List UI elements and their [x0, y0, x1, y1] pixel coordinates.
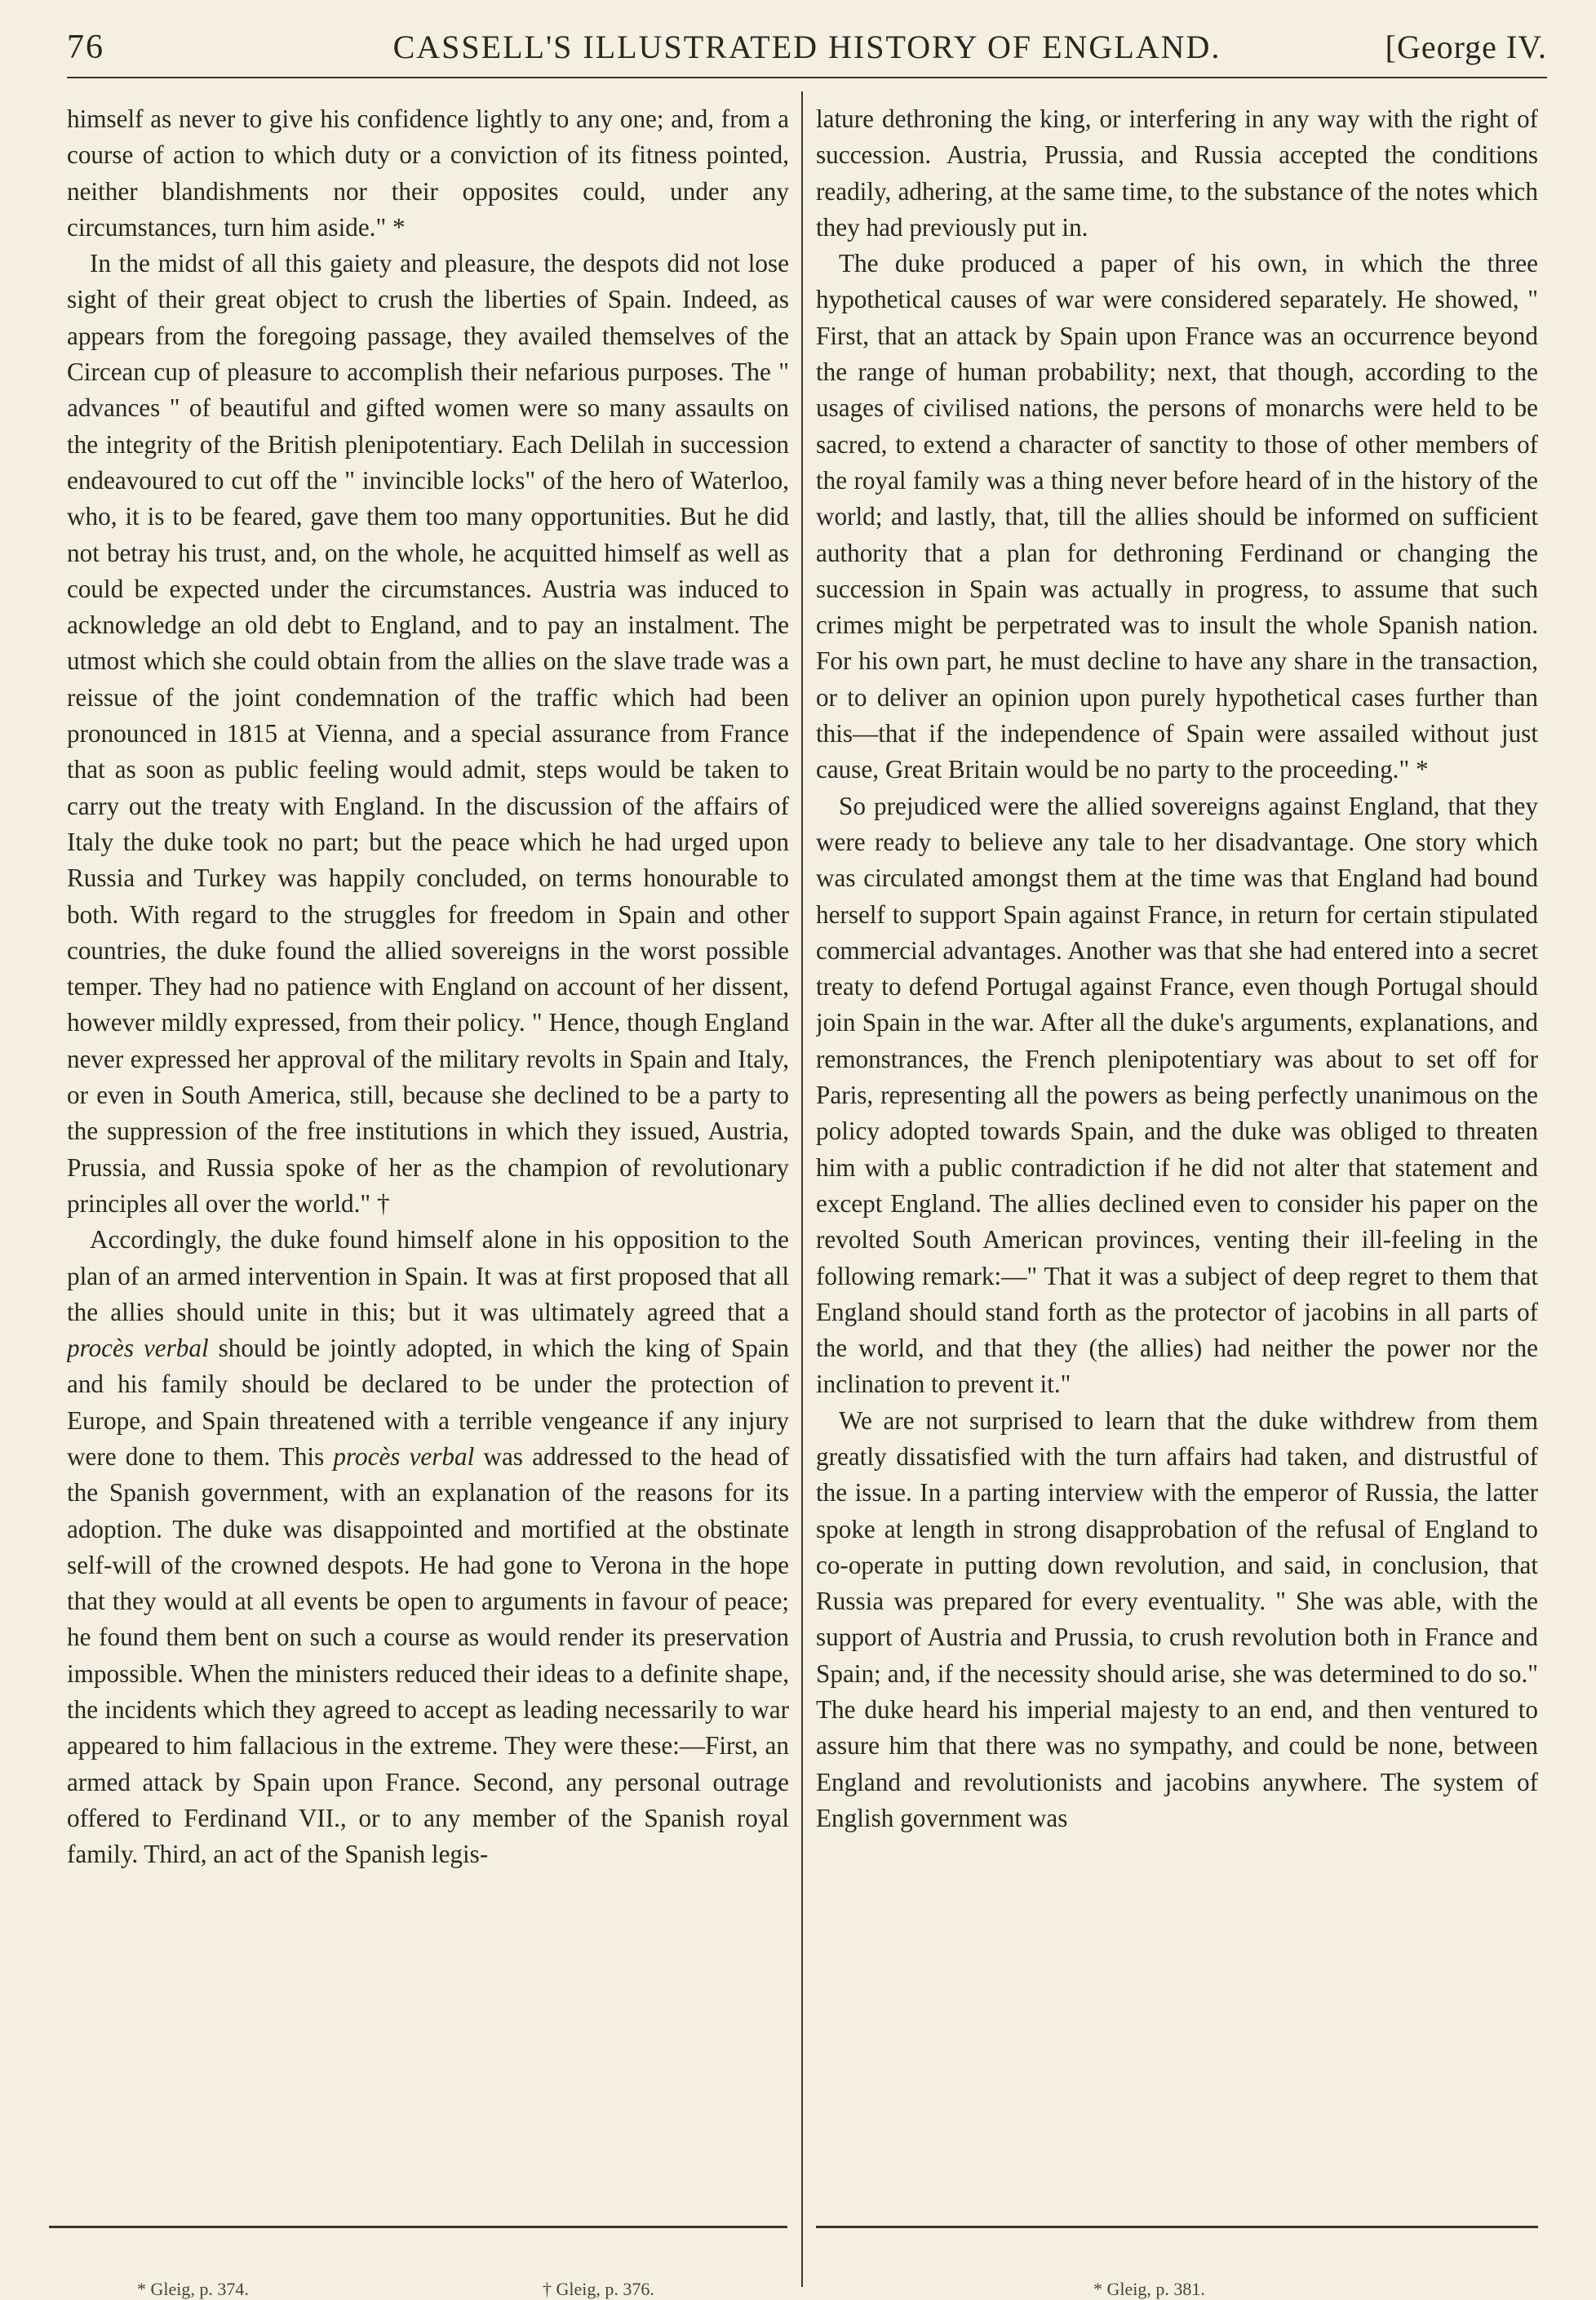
- page-header: [67, 28, 1547, 69]
- footnote: † Gleig, p. 376.: [543, 2279, 654, 2299]
- paragraph: [67, 1222, 789, 1872]
- footnote: * Gleig, p. 374.: [137, 2279, 249, 2299]
- left-column: [67, 101, 789, 2199]
- italic-term: procès verbal: [333, 1441, 475, 1471]
- right-column: [816, 101, 1538, 2199]
- reign-label: [George IV.: [1385, 29, 1547, 65]
- italic-term: procès verbal: [67, 1334, 209, 1363]
- footnote: * Gleig, p. 381.: [1093, 2279, 1205, 2299]
- text-run: should be jointly adopted, in which the king of Spain and his family should be declared to be under the protection of Europe, and Spain threatened with a terrible vengeance if any injury were done to them. This: [67, 1334, 789, 1471]
- header-rule: [67, 77, 1547, 78]
- column-divider: [801, 91, 803, 2287]
- running-title: CASSELL'S ILLUSTRATED HISTORY OF ENGLAND.: [392, 29, 1221, 65]
- text-run: was addressed to the head of the Spanish government, with an explanation of the reasons for its adoption. The duke was disappointed and mortified at the obstinate self-will of the crowned despots. He had gone to Verona in the hope that they would at all events be open to arguments in favour of peace; he found them bent on such a course as would render its preservation impossible. When the ministers reduced their ideas to a definite shape, the incidents which they agreed to accept as leading necessarily to war appeared to him fallacious in the extreme. They were these:—First, an armed attack by Spain upon France. Second, any personal outrage offered to Ferdinand VII., or to any member of the Spanish royal family. Third, an act of the Spanish legis-: [67, 1441, 789, 1869]
- paragraph: himself as never to give his confidence lightly to any one; and, from a course of action to which duty or a conviction of its fitness pointed, neither blandishments nor their opposites could, under any circumstances, turn him aside." *: [67, 104, 789, 242]
- paragraph: The duke produced a paper of his own, in which the three hypothetical causes of war were considered separately. He showed, " First, that an attack by Spain upon France was an occurrence beyond the range of human probability; next, that though, according to the usages of civilised nations, the persons of monarchs were held to be sacred, to extend a character of sanctity to those of other members of the royal family was a thing never before heard of in the history of the world; and lastly, that, till the allies should be informed on sufficient authority that a plan for dethroning Ferdinand or changing the succession in Spain was actually in progress, to assume that such crimes might be perpetrated was to insult the whole Spanish nation. For his own part, he must decline to have any share in the transaction, or to deliver an opinion upon purely hypothetical cases further than this—that if the independence of Spain were assailed without just cause, Great Britain would be no party to the proceeding." *: [816, 249, 1538, 784]
- paragraph: We are not surprised to learn that the duke withdrew from them greatly dissatisfied with the turn affairs had taken, and distrustful of the issue. In a parting interview with the emperor of Russia, the latter spoke at length in strong disapprobation of the refusal of England to co-operate in putting down revolution, and said, in conclusion, that Russia was prepared for every eventuality. " She was able, with the support of Austria and Prussia, to crush revolution both in France and Spain; and, if the necessity should arise, she was determined to do so." The duke heard his imperial majesty to an end, and then ventured to assure him that there was no sympathy, and could be none, between England and revolutionists and jacobins anywhere. The system of English government was: [816, 1405, 1538, 1832]
- paragraph: In the midst of all this gaiety and pleasure, the despots did not lose sight of their great object to crush the liberties of Spain. Indeed, as appears from the foregoing passage, they availed themselves of the Circean cup of pleasure to accomplish their nefarious purposes. The " advances " of beautiful and gifted women were so many assaults on the integrity of the British plenipotentiary. Each Delilah in succession endeavoured to cut off the " invincible locks" of the hero of Waterloo, who, it is to be feared, gave them too many opportunities. But he did not betray his trust, and, on the whole, he acquitted himself as well as could be expected under the circumstances. Austria was induced to acknowledge an old debt to England, and to pay an instalment. The utmost which she could obtain from the allies on the slave trade was a reissue of the joint condemnation of the traffic which had been pronounced in 1815 at Vienna, and a special assurance from France that as soon as public feeling would admit, steps would be taken to carry out the treaty with England. In the discussion of the affairs of Italy the duke took no part; but the peace which he had urged upon Russia and Turkey was happily concluded, on terms honourable to both. With regard to the struggles for freedom in Spain and other countries, the duke found the allied sovereigns in the worst possible temper. They had no patience with England on account of her dissent, however mildly expressed, from their policy. " Hence, though England never expressed her approval of the military revolts in Spain and Italy, or even in South America, still, because she declined to be a party to the suppression of the free institutions in which they issued, Austria, Prussia, and Russia spoke of her as the champion of revolutionary principles all over the world." †: [67, 249, 789, 1218]
- paragraph: lature dethroning the king, or interfering in any way with the right of succession. Austria, Prussia, and Russia accepted the conditions readily, adhering, at the same time, to the substance of the notes which they had previously put in.: [816, 104, 1538, 242]
- text-run: Accordingly, the duke found himself alone in his opposition to the plan of an armed intervention in Spain. It was at first proposed that all the allies should unite in this; but it was ultimately agreed that a: [67, 1225, 789, 1326]
- footnote-rule-right: [816, 2226, 1538, 2228]
- page-number: 76: [67, 29, 104, 66]
- footnote-rule-left: [49, 2226, 787, 2228]
- paragraph: So prejudiced were the allied sovereigns against England, that they were ready to believe any tale to her disadvantage. One story which was circulated amongst them at the time was that England had bound herself to support Spain against France, in return for certain stipulated commercial advantages. Another was that she had entered into a secret treaty to defend Portugal against France, even though Portugal should join Spain in the war. After all the duke's arguments, explanations, and remonstrances, the French plenipotentiary was about to set off for Paris, representing all the powers as being perfectly unanimous on the policy adopted towards Spain, and the duke was obliged to threaten him with a public contradiction if he did not alter that statement and except England. The allies declined even to consider his paper on the revolted South American provinces, venting their ill-feeling in the following remark:—" That it was a subject of deep regret to them that England should stand forth as the protector of jacobins in all parts of the world, and that they (the allies) had neither the power nor the inclination to prevent it.": [816, 791, 1538, 1399]
